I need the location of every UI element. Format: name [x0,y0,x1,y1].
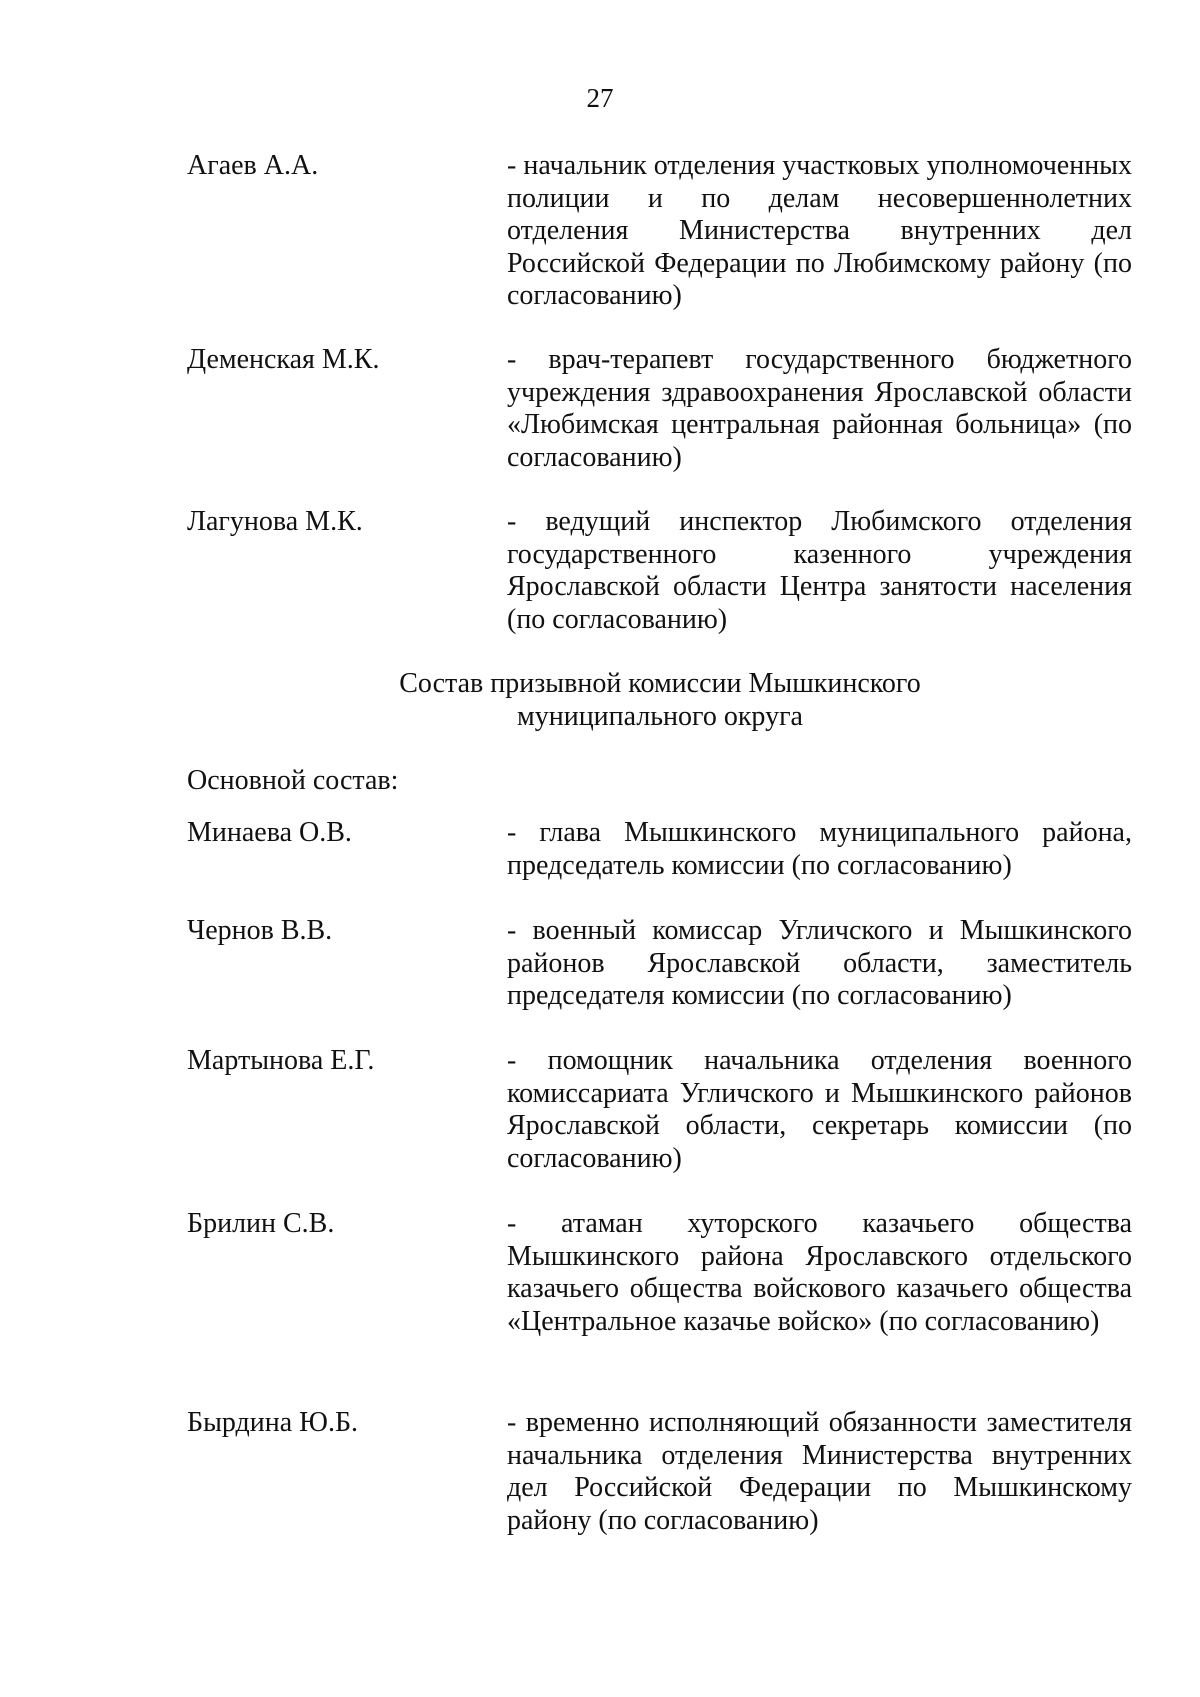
page-number: 27 [586,83,614,113]
member-description: - помощник начальника отделения военного комиссариата Угличского и Мышкинского районов Ярославской области, секретарь комиссии (по согласованию) [507,1045,1132,1174]
member-description: - военный комиссар Угличского и Мышкинского районов Ярославской области, заместитель председателя комиссии (по согласованию) [507,915,1132,1011]
member-name: Бырдина Ю.Б. [187,1407,359,1438]
member-name: Деменская М.К. [187,344,380,375]
member-description: - глава Мышкинского муниципального района, председатель комиссии (по согласованию) [507,817,1132,881]
member-name: Брилин С.В. [187,1208,335,1239]
member-name: Чернов В.В. [187,915,333,946]
member-description: - атаман хуторского казачьего общества Мышкинского района Ярославского отдельского казачьего общества войскового казачьего общества «Центральное казачье войско» (по согласованию) [507,1208,1132,1337]
member-name: Минаева О.В. [187,817,352,848]
member-name: Лагунова М.К. [187,506,363,537]
section-title-line-1: Состав призывной комиссии Мышкинского [399,668,921,699]
member-description: - врач-терапевт государственного бюджетного учреждения здравоохранения Ярославской области «Любимская центральная районная больница» (по согласованию) [507,344,1132,473]
member-name: Агаев А.А. [187,150,319,181]
member-name: Мартынова Е.Г. [187,1045,375,1076]
section-title-line-2: муниципального округа [517,701,803,732]
member-description: - ведущий инспектор Любимского отделения государственного казенного учреждения Ярославской области Центра занятости населения (по согласованию) [507,506,1132,635]
section-subheading: Основной состав: [187,765,399,796]
member-description: - временно исполняющий обязанности заместителя начальника отделения Министерства внутренних дел Российской Федерации по Мышкинскому району (по согласованию) [507,1407,1132,1536]
section-title [0,667,1200,733]
member-description: - начальник отделения участковых уполномоченных полиции и по делам несовершеннолетних отделения Министерства внутренних дел Российской Федерации по Любимскому району (по согласованию) [507,150,1132,311]
